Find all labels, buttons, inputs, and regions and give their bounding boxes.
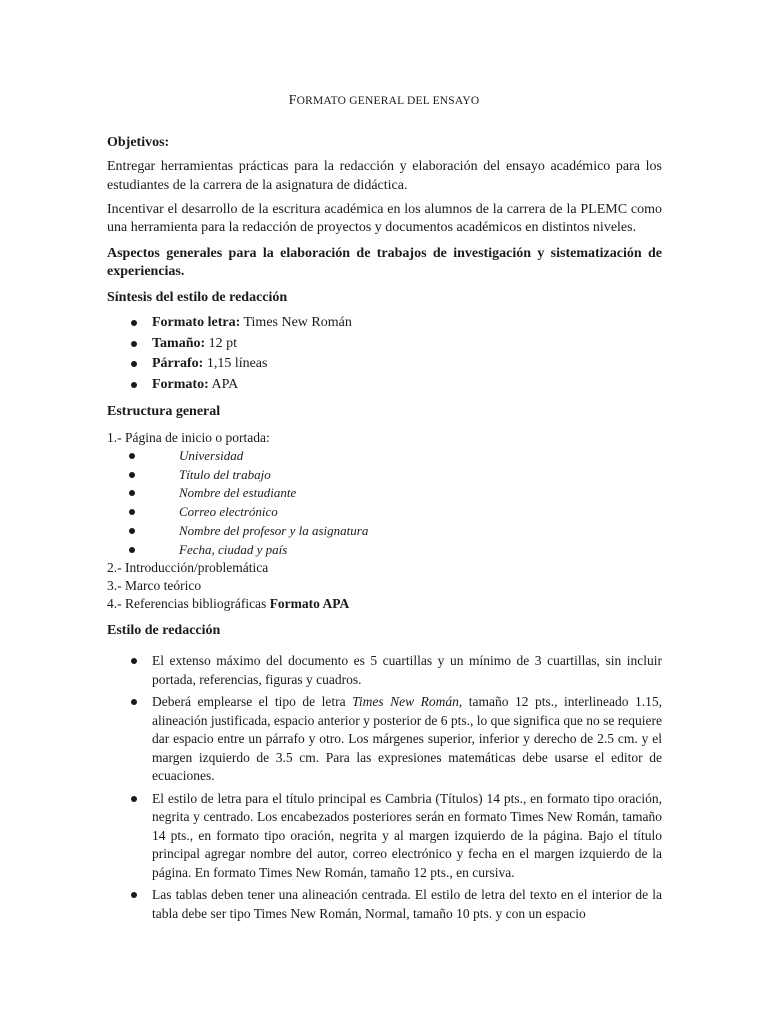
item-label: Párrafo: [152, 356, 204, 371]
item-value: APA [208, 376, 239, 392]
item-text-italic: Times New Román [352, 694, 459, 710]
bullet-icon [131, 892, 137, 898]
item-bold: Formato APA [269, 596, 350, 612]
bullet-icon [131, 320, 137, 326]
bullet-icon [131, 382, 137, 388]
estructura-item-4 [107, 595, 662, 613]
page-title [0, 91, 768, 111]
item-value: 1,15 líneas [203, 356, 268, 371]
estilo-heading: Estilo de redacción [107, 623, 221, 639]
sintesis-heading: Síntesis del estilo de redacción [107, 290, 288, 305]
estructura-heading: Estructura general [107, 404, 221, 419]
list-item [107, 334, 662, 355]
estructura-item-2: 2.- Introducción/problemática [107, 560, 269, 576]
item-text: Nombre del profesor y la asignatura [179, 522, 369, 538]
list-item [107, 466, 662, 485]
list-item [107, 354, 662, 375]
list-item [107, 886, 662, 923]
item-text: Las tablas deben tener una alineación centrada. El estilo de letra del texto en el interior de la tabla debe ser tipo Times New Román, Normal, tamaño 10 pts. y con un espacio [152, 887, 662, 921]
list-item [107, 693, 662, 786]
item-text: El extenso máximo del documento es 5 cuartillas y un mínimo de 3 cuartillas, sin incluir portada, referencias, figuras y cuadros. [152, 653, 662, 687]
bullet-icon [129, 453, 135, 459]
list-item [107, 652, 662, 689]
bullet-icon [129, 472, 135, 478]
item-label: Formato: [152, 376, 209, 392]
bullet-icon [131, 796, 137, 802]
list-item [107, 313, 662, 334]
objetivos-paragraph-1: Entregar herramientas prácticas para la redacción y elaboración del ensayo académico para los estudiantes de la carrera de la asignatura de didáctica. [107, 159, 662, 193]
item-text-pre: Deberá emplearse el tipo de letra [152, 694, 353, 710]
item-text: Fecha, ciudad y país [179, 541, 288, 557]
item-label: Formato letra: [152, 315, 241, 330]
item-value: Times New Román [240, 315, 352, 330]
item-text: El estilo de letra para el título principal es Cambria (Títulos) 14 pts., en formato tipo oración, negrita y centrado. Los encabezados posteriores serán en formato Times New Román, tamaño 14 pts., en formato tipo oración, negrita y al margen izquierdo de la página. Bajo el título principal agregar nombre del autor, correo electrónico y fecha en el margen izquierdo de la página. En formato Times New Román, tamaño 12 pts., en cursiva. [152, 790, 662, 880]
estructura-item-1: 1.- Página de inicio o portada: [107, 430, 270, 445]
item-text: Correo electrónico [179, 504, 278, 520]
item-label: Tamaño: [152, 335, 206, 351]
item-text: Nombre del estudiante [179, 485, 297, 501]
list-item [107, 484, 662, 503]
estilo-list [107, 652, 662, 923]
objetivos-heading: Objetivos: [107, 135, 170, 150]
list-item [107, 503, 662, 522]
item-text: 4.- Referencias bibliográficas [107, 596, 270, 612]
bullet-icon [129, 509, 135, 515]
estructura-item-3: 3.- Marco teórico [107, 578, 202, 594]
bullet-icon [131, 361, 137, 367]
aspectos-heading: Aspectos generales para la elaboración de trabajos de investigación y sistematización de experiencias. [107, 246, 662, 279]
list-item [107, 790, 662, 883]
title-initial: F [288, 93, 297, 108]
title-rest: ORMATO GENERAL DEL ENSAYO [296, 95, 480, 107]
bullet-icon [129, 547, 135, 553]
item-text: Título del trabajo [179, 466, 271, 482]
document-body [107, 132, 662, 927]
list-item [107, 522, 662, 541]
portada-list [107, 447, 662, 559]
item-text-post: , tamaño 12 pts., interlineado 1.15, alineación justificada, espacio anterior y posterior de 6 pts., lo que significa que no se requiere dar espacio entre un párrafo y otro. Los márgenes superior, inferior y derecho de 2.5 cm. y el margen izquierdo de 3.5 cm. Para las expresiones matemáticas debe usarse el editor de ecuaciones. [152, 694, 663, 784]
bullet-icon [129, 490, 135, 496]
objetivos-paragraph-2: Incentivar el desarrollo de la escritura académica en los alumnos de la carrera de la PLEMC como una herramienta para la redacción de proyectos y documentos académicos en distintos niveles. [107, 202, 662, 235]
bullet-icon [129, 528, 135, 534]
bullet-icon [131, 658, 137, 664]
list-item [107, 447, 662, 466]
item-text: Universidad [179, 448, 244, 463]
item-value: 12 pt [205, 335, 238, 351]
bullet-icon [131, 699, 137, 705]
bullet-icon [131, 341, 137, 347]
list-item [107, 375, 662, 396]
list-item [107, 541, 662, 560]
sintesis-list [107, 313, 662, 395]
